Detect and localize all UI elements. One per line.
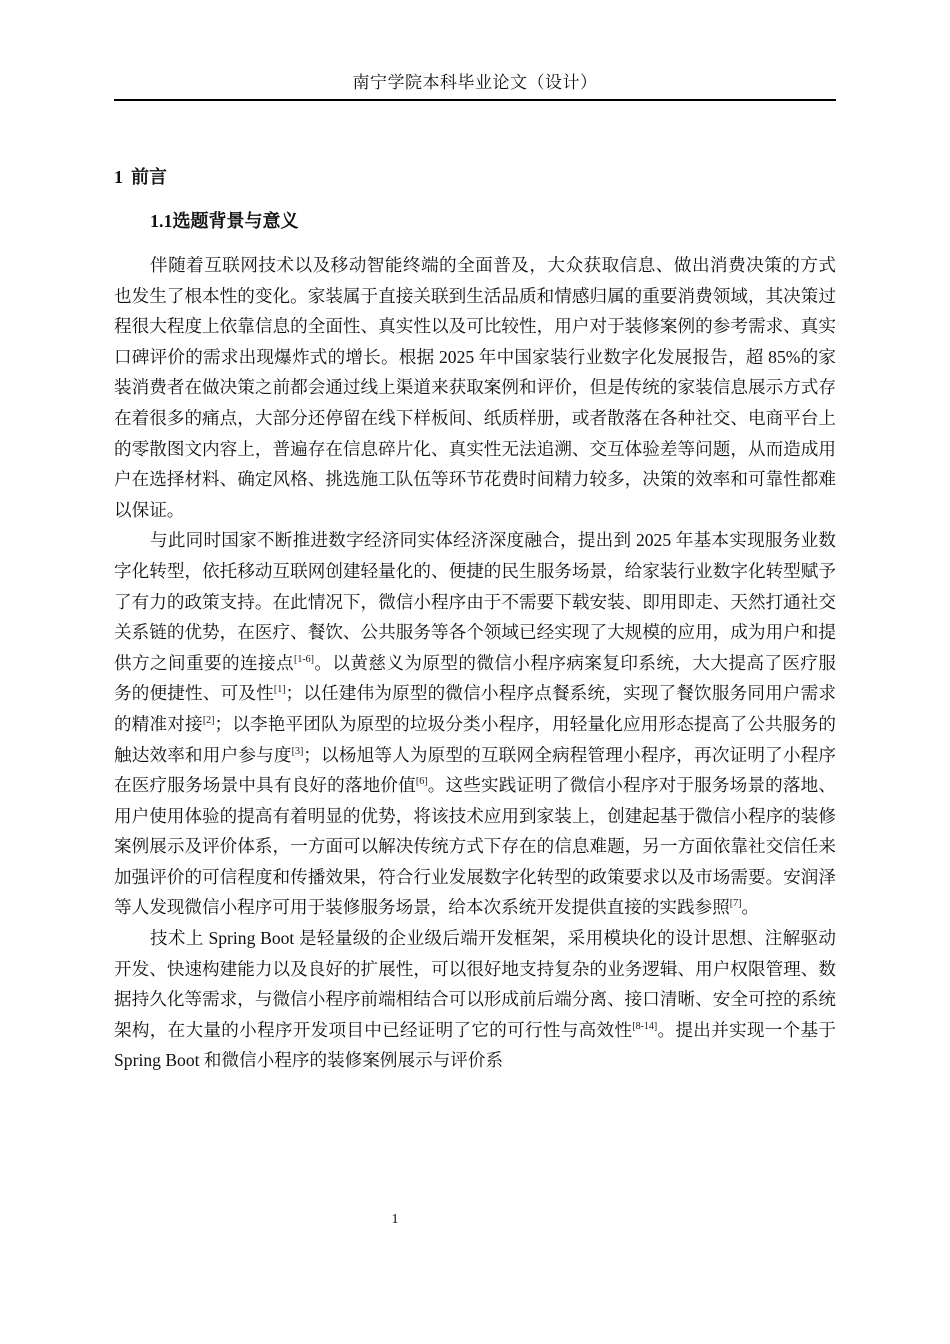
paragraph-text: 技术上 Spring Boot 是轻量级的企业级后端开发框架，采用模块化的设计思想、注解驱动开发、快速构建能力以及良好的扩展性，可以很好地支持复杂的业务逻辑、用户权限管理、数据持久化等需求，与微信小程序前端相结合可以形成前后端分离、接口清晰、安全可控的系统架构，在大量的小程序开发项目中已经证明了它的可行性与高效性 [114, 928, 836, 1040]
paragraph-text: ；以李艳平团队为原型的垃圾分类小程序，用轻量化应用形态提高了公共服务的触达效率和用户参与度 [114, 713, 836, 765]
body-paragraph [114, 923, 836, 1076]
body-text [114, 250, 836, 1076]
citation-marker: [3] [291, 745, 304, 757]
paragraph-text: 。 [741, 897, 760, 918]
citation-marker: [6] [415, 776, 428, 788]
section-title: 选题背景与意义 [172, 211, 299, 231]
paragraph-text: 伴随着互联网技术以及移动智能终端的全面普及，大众获取信息、做出消费决策的方式也发生了根本性的变化。家装属于直接关联到生活品质和情感归属的重要消费领域，其决策过程很大程度上依靠信息的全面性、真实性以及可比较性，用户对于装修案例的参考需求、真实口碑评价的需求出现爆炸式的增长。根据 2025 年中国家装行业数字化发展报告，超 85%的家装消费者在做决策之前都会通过线上渠道来获取案例和评价，但是传统的家装信息展示方式存在着很多的痛点，大部分还停留在线下样板间、纸质样册，或者散落在各种社交、电商平台上的零散图文内容上，普遍存在信息碎片化、真实性无法追溯、交互体验差等问题，从而造成用户在选择材料、确定风格、挑选施工队伍等环节花费时间精力较多，决策的效率和可靠性都难以保证。 [114, 255, 836, 520]
paragraph-text: ；以任建伟为原型的微信小程序点餐系统，实现了餐饮服务同用户需求的精准对接 [114, 683, 836, 734]
paragraph-text: 与此同时国家不断推进数字经济同实体经济深度融合，提出到 2025 年基本实现服务业数字化转型，依托移动互联网创建轻量化的、便捷的民生服务场景，给家装行业数字化转型赋予了有力的政策支持。在此情况下，微信小程序由于不需要下载安装、即用即走、天然打通社交关系链的优势，在医疗、餐饮、公共服务等各个领域已经实现了大规模的应用，成为用户和提供方之间重要的连接点 [114, 530, 836, 673]
section-number: 1.1 [150, 211, 173, 231]
running-header: 南宁学院本科毕业论文（设计） [352, 73, 598, 92]
paragraph-text: 。以黄慈义为原型的微信小程序病案复印系统，大大提高了医疗服务的便捷性、可及性 [114, 652, 836, 704]
page-number: 1 [391, 1212, 399, 1227]
chapter-number: 1 [114, 167, 123, 187]
paragraph-text: ；以杨旭等人为原型的互联网全病程管理小程序，再次证明了小程序在医疗服务场景中具有良好的落地价值 [114, 744, 836, 796]
paragraph-text: 。这些实践证明了微信小程序对于服务场景的落地、用户使用体验的提高有着明显的优势，将该技术应用到家装上，创建起基于微信小程序的装修案例展示及评价体系，一方面可以解决传统方式下存在的信息难题，另一方面依靠社交信任来加强评价的可信程度和传播效果，符合行业发展数字化转型的政策要求以及市场需要。安润泽等人发现微信小程序可用于装修服务场景，给本次系统开发提供直接的实践参照 [114, 775, 836, 918]
citation-marker: [8-14] [632, 1020, 658, 1032]
citation-marker: [2] [202, 714, 215, 726]
section-heading [150, 208, 299, 234]
chapter-title: 前言 [131, 167, 167, 187]
chapter-heading [114, 164, 167, 190]
citation-marker: [1] [273, 684, 286, 696]
paragraph-text: 。提出并实现一个基于 Spring Boot 和微信小程序的装修案例展示与评价系 [114, 1019, 836, 1071]
citation-marker: [1-6] [294, 653, 314, 665]
header-rule [114, 99, 836, 101]
body-paragraph [114, 525, 836, 923]
citation-marker: [7] [729, 898, 742, 910]
body-paragraph [114, 250, 836, 525]
